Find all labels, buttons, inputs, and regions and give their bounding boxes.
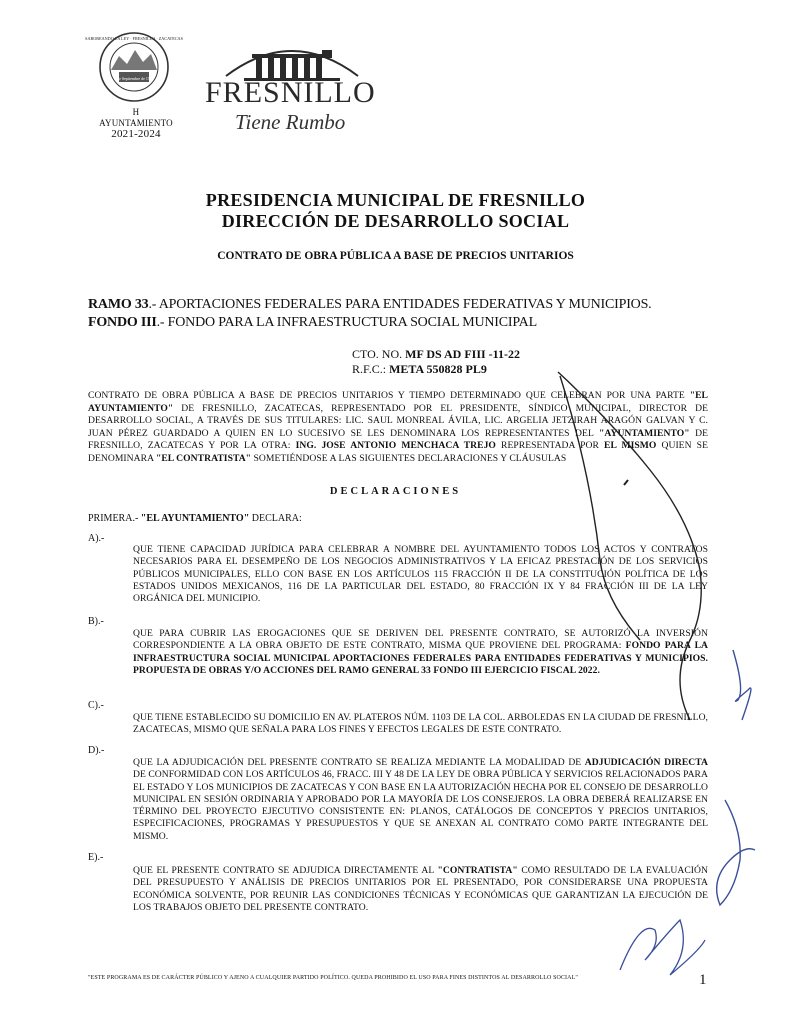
seal-inner-text: 2 de Septiembre de 1554 xyxy=(114,76,154,81)
intro-bold-contratista-name: ING. JOSE ANTONIO MENCHACA TREJO xyxy=(295,440,496,451)
clause-e-text xyxy=(133,865,708,914)
primera-suffix: DECLARA: xyxy=(249,513,302,524)
clause-c-label: C).- xyxy=(88,700,104,711)
clause-e-label: E).- xyxy=(88,852,104,863)
signature-stroke-bottom xyxy=(620,920,705,975)
rfc-value: META 550828 PL9 xyxy=(389,362,487,376)
intro-text-5: QUIEN SE DENOMINARA xyxy=(88,440,708,464)
clause-d-text-2: DE CONFORMIDAD CON LOS ARTÍCULOS 46, FRACC. III Y 48 DE LA LEY DE OBRA PÚBLICA Y SERVICIOS RELACIONADOS PARA EL ESTADO Y LOS MUNICIPIOS DE ZACATECAS Y CON BASE EN LA AUTORIZACIÓN HECHA POR EL CONSEJO DE DESARROLLO MUNICIPAL EN SESIÓN ORDINARIA Y APROBADO POR LA MAYORÍA DE LOS CONSEJEROS. LA OBRA DEBERÁ REALIZARSE EN TÉRMINO DEL PROYECTO EJECUTIVO CONSISTENTE EN: PLANOS, CATÁLOGOS DE CONCEPTOS Y PRECIOS UNITARIOS, ESPECIFICACIONES, PROGRAMAS Y PRESUPUESTOS Y QUE SE ANEXAN AL CONTRATO COMO PARTE INTEGRANTE DEL MISMO. xyxy=(133,769,708,842)
clause-c-text: QUE TIENE ESTABLECIDO SU DOMICILIO EN AV. PLATEROS NÚM. 1103 DE LA COL. ARBOLEDAS EN LA CIUDAD DE FRESNILLO, ZACATECAS, MISMO QUE SEÑALA PARA LOS FINES Y EFECTOS LEGALES DE ESTE CONTRATO. xyxy=(133,712,708,736)
rfc-label: R.F.C.: xyxy=(352,362,390,376)
contract-number xyxy=(352,347,520,362)
signature-stroke-right-1 xyxy=(733,650,751,720)
intro-text-2: DE FRESNILLO, ZACATECAS, REPRESENTADO POR EL PRESIDENTE, SÍNDICO MUNICIPAL, DIRECTOR DE DESARROLLO SOCIAL, A TRAVÉS DE SUS TITULARES: LIC. SAUL MONREAL ÁVILA, LIC. ARGELIA JETZIRAH ARAGÓN GALVAN Y C. JUAN PÉREZ GUARDADO A QUIEN EN LO SUCESIVO SE LES DENOMINARA LOS REPRESENTANTES DEL xyxy=(88,402,708,439)
clause-b-label: B).- xyxy=(88,616,104,627)
intro-text-3: DE FRESNILLO, ZACATECAS Y POR LA OTRA: xyxy=(88,427,708,451)
fondo-label: FONDO III xyxy=(88,315,157,330)
primera-bold: "EL AYUNTAMIENTO" xyxy=(140,513,250,524)
title-line-1: PRESIDENCIA MUNICIPAL DE FRESNILLO xyxy=(205,190,586,210)
clause-e-bold: "CONTRATISTA" xyxy=(437,865,518,876)
logo-tagline: Tiene Rumbo xyxy=(235,110,346,134)
pen-mark xyxy=(624,480,628,485)
clause-e-text-1: QUE EL PRESENTE CONTRATO SE ADJUDICA DIRECTAMENTE AL xyxy=(133,865,438,876)
ramo-label: RAMO 33 xyxy=(88,297,149,312)
footer-disclaimer: "ESTE PROGRAMA ES DE CARÁCTER PÚBLICO Y AJENO A CUALQUIER PARTIDO POLÍTICO. QUEDA PROHIBIDO EL USO PARA FINES DISTINTOS AL DESARROLLO SOCIAL" xyxy=(88,975,578,981)
clause-e-text-2: COMO RESULTADO DE LA EVALUACIÓN DEL PRESUPUESTO Y ANÁLISIS DE PRECIOS UNITARIOS POR EL PRESENTADO, POR CONSIDERARSE UNA PROPUESTA ECONÓMICA SOLVENTE, POR REUNIR LAS CONDICIONES TÉCNICAS Y ECONÓMICAS QUE GARANTIZAN LA EJECUCIÓN DE LOS TRABAJOS OBJETO DEL PRESENTE CONTRATO. xyxy=(133,865,709,913)
intro-text-4: REPRESENTADA POR xyxy=(495,440,604,451)
clause-d-text-1: QUE LA ADJUDICACIÓN DEL PRESENTE CONTRATO SE REALIZA MEDIANTE LA MODALIDAD DE xyxy=(133,757,585,768)
clause-d-bold: ADJUDICACIÓN DIRECTA xyxy=(584,757,708,768)
cto-label: CTO. NO. xyxy=(352,347,406,361)
fondo-text: .- FONDO PARA LA INFRAESTRUCTURA SOCIAL MUNICIPAL xyxy=(156,315,537,330)
ramo-line xyxy=(88,297,651,313)
clause-b-text-1: QUE PARA CUBRIR LAS EROGACIONES QUE SE DERIVEN DEL PRESENTE CONTRATO, SE AUTORIZÓ LA INVERSIÓN CORRESPONDIENTE A LA OBRA OBJETO DE ESTE CONTRATO, MISMA QUE PROVIENE DEL PROGRAMA: xyxy=(133,628,708,652)
clause-a-label: A).- xyxy=(88,533,105,544)
fondo-line xyxy=(88,315,537,331)
contract-subtitle: CONTRATO DE OBRA PÚBLICA A BASE DE PRECIOS UNITARIOS xyxy=(217,250,574,262)
clause-b-text xyxy=(133,628,708,677)
declaraciones-heading: DECLARACIONES xyxy=(329,486,462,497)
intro-bold-mismo: EL MISMO xyxy=(604,440,657,451)
intro-text-6: SOMETIÉNDOSE A LAS SIGUIENTES DECLARACIONES Y CLÁUSULAS xyxy=(251,452,567,464)
seal-ring-text: SABOREANDO LA LEY · FRESNILLO · ZACATECAS xyxy=(85,36,183,41)
logo-name: FRESNILLO xyxy=(205,76,376,109)
ayuntamiento-label: H AYUNTAMIENTO xyxy=(99,107,173,128)
intro-text-1: CONTRATO DE OBRA PÚBLICA A BASE DE PRECIOS UNITARIOS Y TIEMPO DETERMINADO QUE CELEBRAN POR UNA PARTE xyxy=(88,390,690,401)
primera-prefix: PRIMERA.- xyxy=(88,513,141,524)
ayuntamiento-label-block xyxy=(96,107,176,140)
intro-paragraph xyxy=(88,390,708,465)
intro-bold-contratista: "EL CONTRATISTA" xyxy=(155,452,252,464)
cto-value: MF DS AD FIII -11-22 xyxy=(405,347,521,361)
clause-b-bold: FONDO PARA LA INFRAESTRUCTURA SOCIAL MUNICIPAL APORTACIONES FEDERALES PARA ENTIDADES FEDERATIVAS Y MUNICIPIOS. PROPUESTA DE OBRAS Y/O ACCIONES DEL RAMO GENERAL 33 FONDO III EJERCICIO FISCAL 2022. xyxy=(133,640,708,676)
intro-bold-ayuntamiento: "EL AYUNTAMIENTO" xyxy=(88,390,708,414)
municipal-seal-logo xyxy=(85,30,183,104)
signature-stroke-right-2 xyxy=(717,800,755,905)
title-line-2: DIRECCIÓN DE DESARROLLO SOCIAL xyxy=(221,211,570,231)
clause-d-label: D).- xyxy=(88,745,105,756)
primera-heading xyxy=(88,513,302,524)
clause-d-text xyxy=(133,757,708,843)
ayuntamiento-years: 2021-2024 xyxy=(111,128,161,140)
fresnillo-monument-logo xyxy=(222,30,362,82)
rfc-line xyxy=(352,362,487,377)
clause-a-text: QUE TIENE CAPACIDAD JURÍDICA PARA CELEBRAR A NOMBRE DEL AYUNTAMIENTO TODOS LOS ACTOS Y CONTRATOS NECESARIOS PARA EL DESEMPEÑO DE LOS NEGOCIOS ADMINISTRATIVOS Y LA EFICAZ PRESTACIÓN DE LOS SERVICIOS PÚBLICOS MUNICIPALES, ELLO CON BASE EN LOS ARTÍCULOS 115 FRACCIÓN II DE LA CONSTITUCIÓN POLÍTICA DE LOS ESTADOS UNIDOS MEXICANOS, 116 DE LA PARTICULAR DEL ESTADO, 80 FRACCIÓN IX Y 84 FRACCIÓN III DE LA LEY ORGÁNICA DEL MUNICIPIO. xyxy=(133,544,708,605)
ramo-text: .- APORTACIONES FEDERALES PARA ENTIDADES FEDERATIVAS Y MUNICIPIOS. xyxy=(148,297,652,312)
page-number: 1 xyxy=(699,972,707,988)
intro-bold-ayuntamiento-2: "AYUNTAMIENTO" xyxy=(599,427,690,439)
